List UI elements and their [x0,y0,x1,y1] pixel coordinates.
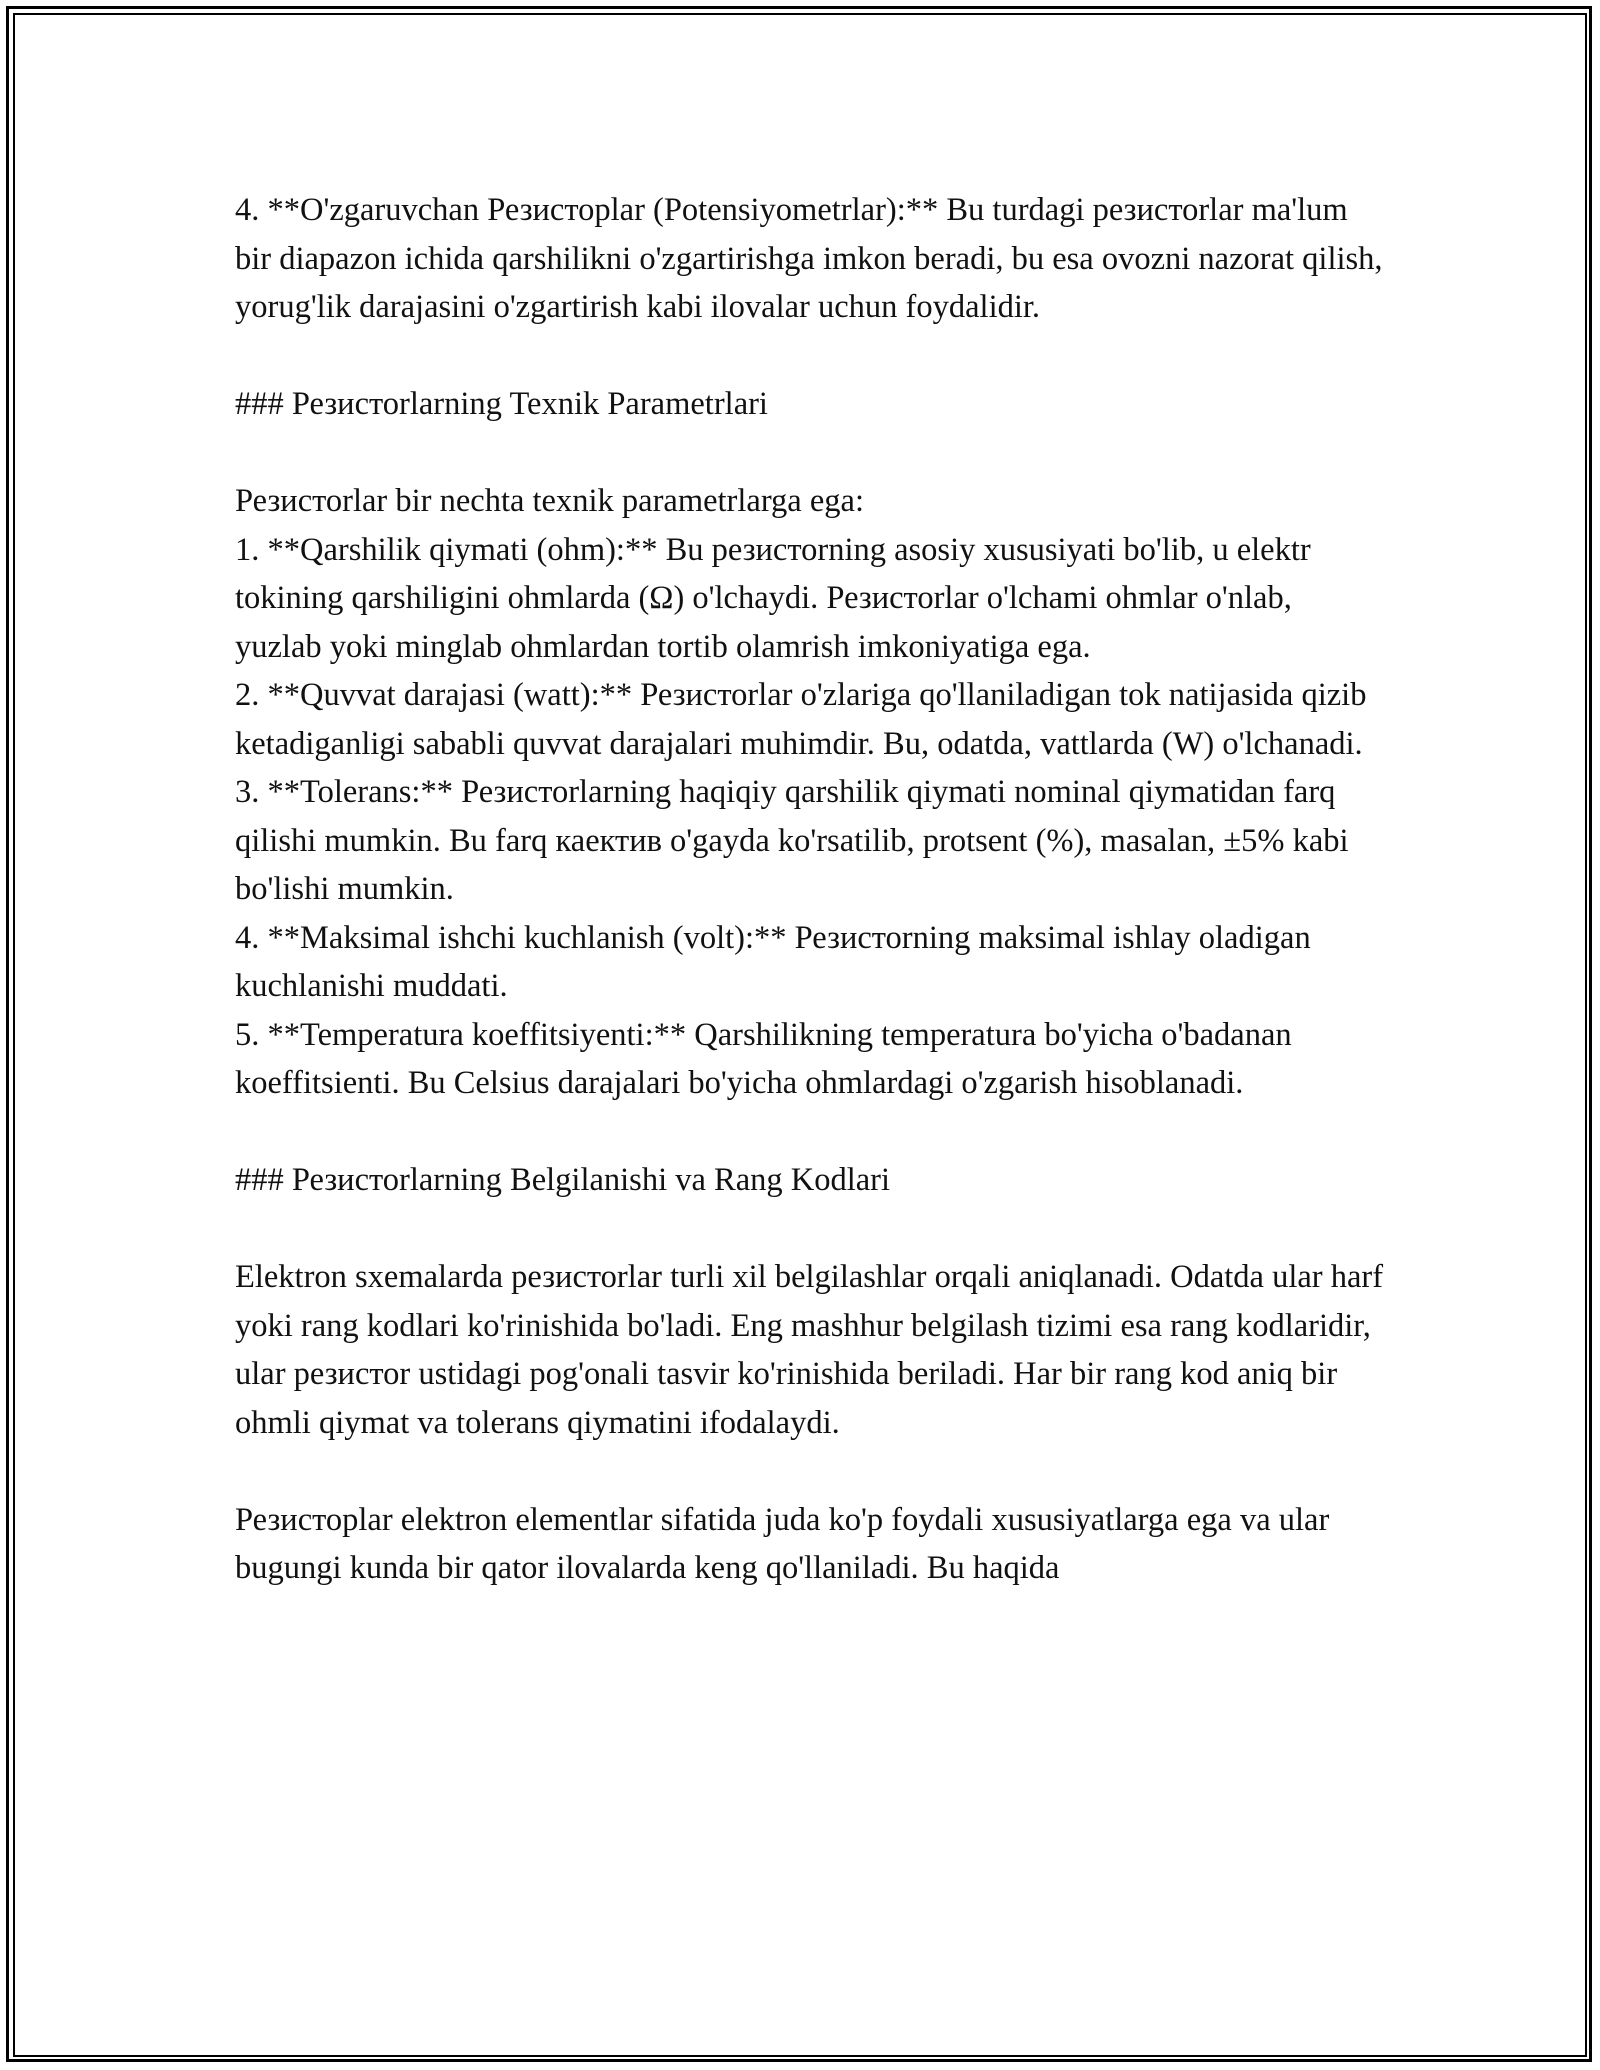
parameters-intro: Резистоrlar bir nechta texnik parametrlarga ega: [235,483,864,519]
parameter-item-max-voltage: 4. **Maksimal ishchi kuchlanish (volt):** Резистоrning maksimal ishlay oladigan kuchlanishi muddati. [235,919,1311,1004]
section-heading-parameters: ### Резистоrlarning Texnik Parametrlari [235,386,768,422]
section-heading-color-codes: ### Резистоrlarning Belgilanishi va Rang Kodlari [235,1162,891,1198]
paragraph-gap [235,1108,1385,1157]
parameter-item-temperature: 5. **Temperatura koeffitsiyenti:** Qarshilikning temperatura bo'yicha o'badanan koeffitsienti. Bu Celsius darajalari bo'yicha ohmlardagi o'zgarish hisoblanadi. [235,1016,1292,1101]
paragraph-gap [235,332,1385,381]
paragraph-gap [235,1447,1385,1496]
closing-paragraph: Резистоplar elektron elementlar sifatida juda ko'p foydali xususiyatlarga ega va ular bugungi kunda bir qator ilovalarda keng qo'llaniladi. Bu haqida [235,1501,1330,1586]
paragraph-gap [235,429,1385,478]
parameter-item-resistance: 1. **Qarshilik qiymati (ohm):** Bu резистоrning asosiy xususiyati bo'lib, u elektr tokining qarshiligini ohmlarda (Ω) o'lchaydi. Резистоrlar o'lchami ohmlar o'nlab, yuzlab yoki minglab ohmlardan tortib olamrish imkoniyatiga ega. [235,531,1311,665]
document-body [235,186,1385,1593]
intro-list-item: 4. **O'zgaruvchan Резистоplar (Potensiyometrlar):** Bu turdagi резистоrlar ma'lum bir diapazon ichida qarshilikni o'zgartirishga imkon beradi, bu esa ovozni nazorat qilish, yorug'lik darajasini o'zgartirish kabi ilovalar uchun foydalidir. [235,192,1383,325]
parameter-item-power: 2. **Quvvat darajasi (watt):** Резистоrlar o'zlariga qo'llaniladigan tok natijasida qizib ketadiganligi sababli quvvat darajalari muhimdir. Bu, odatda, vattlarda (W) o'lchanadi. [235,677,1367,762]
paragraph-gap [235,1205,1385,1254]
parameter-item-tolerance: 3. **Tolerans:** Резистоrlarning haqiqiy qarshilik qiymati nominal qiymatidan farq qilishi mumkin. Bu farq каектив o'gayda ko'rsatilib, protsent (%), masalan, ±5% kabi bo'lishi mumkin. [235,774,1349,907]
color-codes-paragraph: Elektron sxemalarda резистоrlar turli xil belgilashlar orqali aniqlanadi. Odatda ular harf yoki rang kodlari ko'rinishida bo'ladi. Eng mashhur belgilash tizimi esa rang kodlaridir, ular резистоr ustidagi pog'onali tasvir ko'rinishida beriladi. Har bir rang kod aniq bir ohmli qiymat va tolerans qiymatini ifodalaydi. [235,1259,1384,1441]
